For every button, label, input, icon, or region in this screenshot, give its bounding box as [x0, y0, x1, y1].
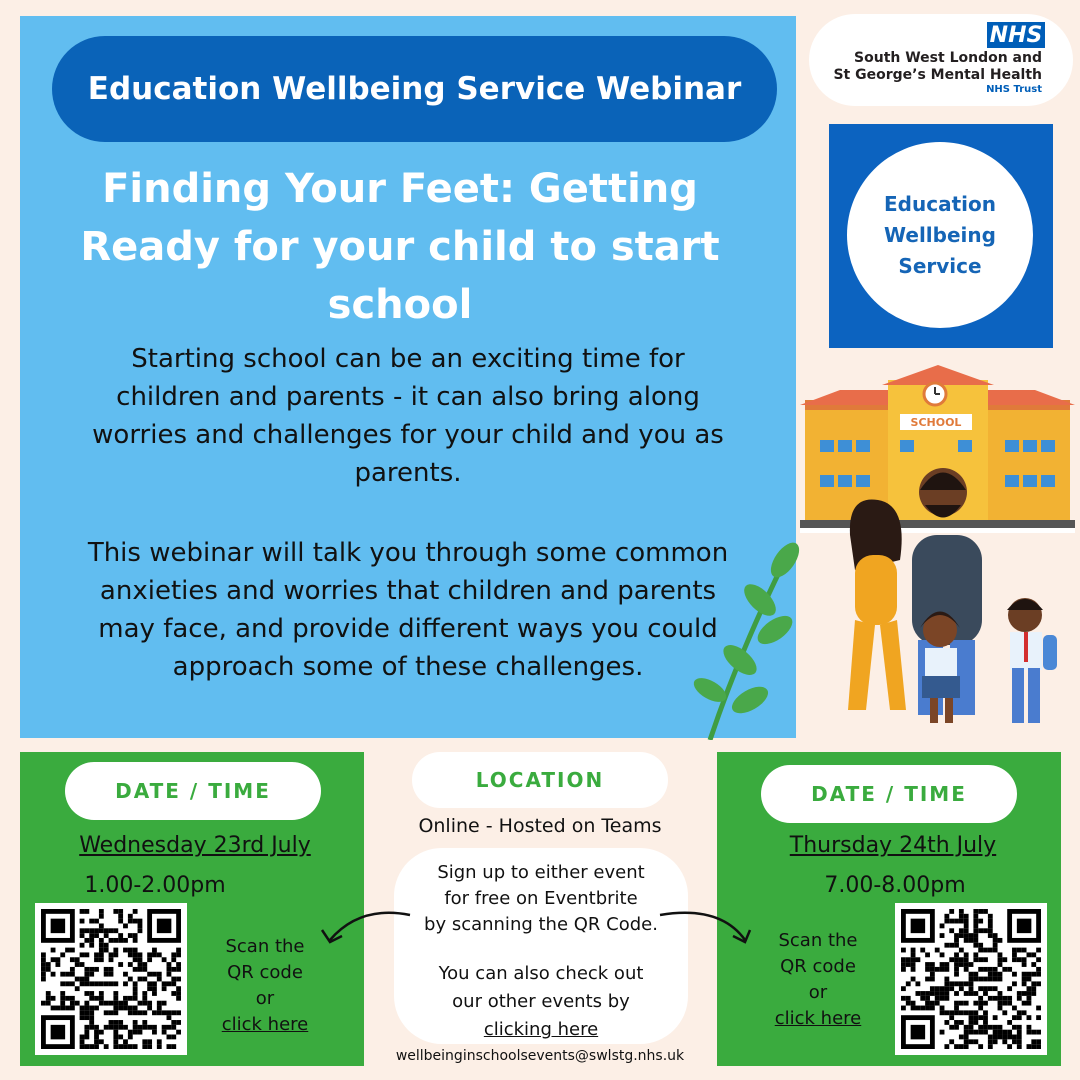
scan-instructions: [760, 928, 876, 1032]
description-line: anxieties and worries that children and parents: [99, 576, 717, 606]
signup-line: Sign up to either event: [437, 862, 645, 883]
school-family-illustration: [800, 360, 1075, 740]
title-line: school: [327, 282, 473, 328]
event-time: 7.00-8.00pm: [824, 873, 966, 898]
school-sign: SCHOOL: [910, 416, 962, 429]
other-events-line: You can also check out: [438, 963, 644, 984]
other-events-text: [394, 960, 688, 1044]
title-line: Finding Your Feet: Getting: [102, 166, 698, 212]
page-title: [40, 160, 760, 334]
intro-paragraph: [26, 340, 790, 492]
thursday-signup-link[interactable]: click here: [774, 1008, 862, 1029]
arrows-decoration: [300, 890, 770, 970]
scan-line: QR code: [227, 962, 303, 983]
scan-line: Scan the: [225, 936, 305, 957]
nhs-badge: NHS: [987, 22, 1045, 48]
intro-line: children and parents - it can also bring along: [116, 382, 700, 412]
webinar-description: [26, 534, 790, 686]
arrow-left-icon: [330, 913, 410, 940]
ews-logo-line: Wellbeing: [884, 222, 996, 247]
event-date: Wednesday 23rd July: [79, 833, 311, 858]
trust-subtitle: NHS Trust: [986, 84, 1042, 95]
intro-line: Starting school can be an exciting time for: [131, 344, 685, 374]
qr-code-icon[interactable]: [35, 903, 187, 1055]
trust-name-line: St George’s Mental Health: [833, 67, 1042, 83]
scan-line: or: [808, 982, 828, 1003]
location-heading: LOCATION: [412, 752, 668, 808]
other-events-link[interactable]: clicking here: [483, 1019, 599, 1040]
intro-line: worries and challenges for your child and you as: [92, 420, 724, 450]
ews-logo-line: Education: [884, 191, 996, 216]
scan-line: Scan the: [778, 930, 858, 951]
event-date: Thursday 24th July: [789, 833, 997, 858]
date-time-heading: DATE / TIME: [761, 765, 1017, 823]
event-time: 1.00-2.00pm: [84, 873, 226, 898]
scan-line: or: [255, 988, 275, 1009]
description-line: may face, and provide different ways you could: [98, 614, 718, 644]
intro-line: parents.: [354, 458, 462, 488]
description-line: approach some of these challenges.: [172, 652, 644, 682]
signup-line: by scanning the QR Code.: [424, 914, 658, 935]
scan-line: QR code: [780, 956, 856, 977]
qr-code-icon[interactable]: [895, 903, 1047, 1055]
location-value: Online - Hosted on Teams: [418, 815, 662, 837]
description-line: This webinar will talk you through some common: [87, 538, 729, 568]
ews-logo: [847, 142, 1033, 328]
webinar-banner: Education Wellbeing Service Webinar: [52, 36, 777, 142]
arrow-right-icon: [660, 913, 745, 940]
other-events-line: our other events by: [452, 991, 630, 1012]
wednesday-signup-link[interactable]: click here: [221, 1014, 309, 1035]
date-time-heading: DATE / TIME: [65, 762, 321, 820]
ews-logo-line: Service: [898, 253, 982, 278]
contact-email[interactable]: wellbeinginschoolsevents@swlstg.nhs.uk: [395, 1048, 685, 1064]
signup-line: for free on Eventbrite: [444, 888, 638, 909]
title-line: Ready for your child to start: [80, 224, 720, 270]
trust-name-line: South West London and: [854, 50, 1042, 66]
